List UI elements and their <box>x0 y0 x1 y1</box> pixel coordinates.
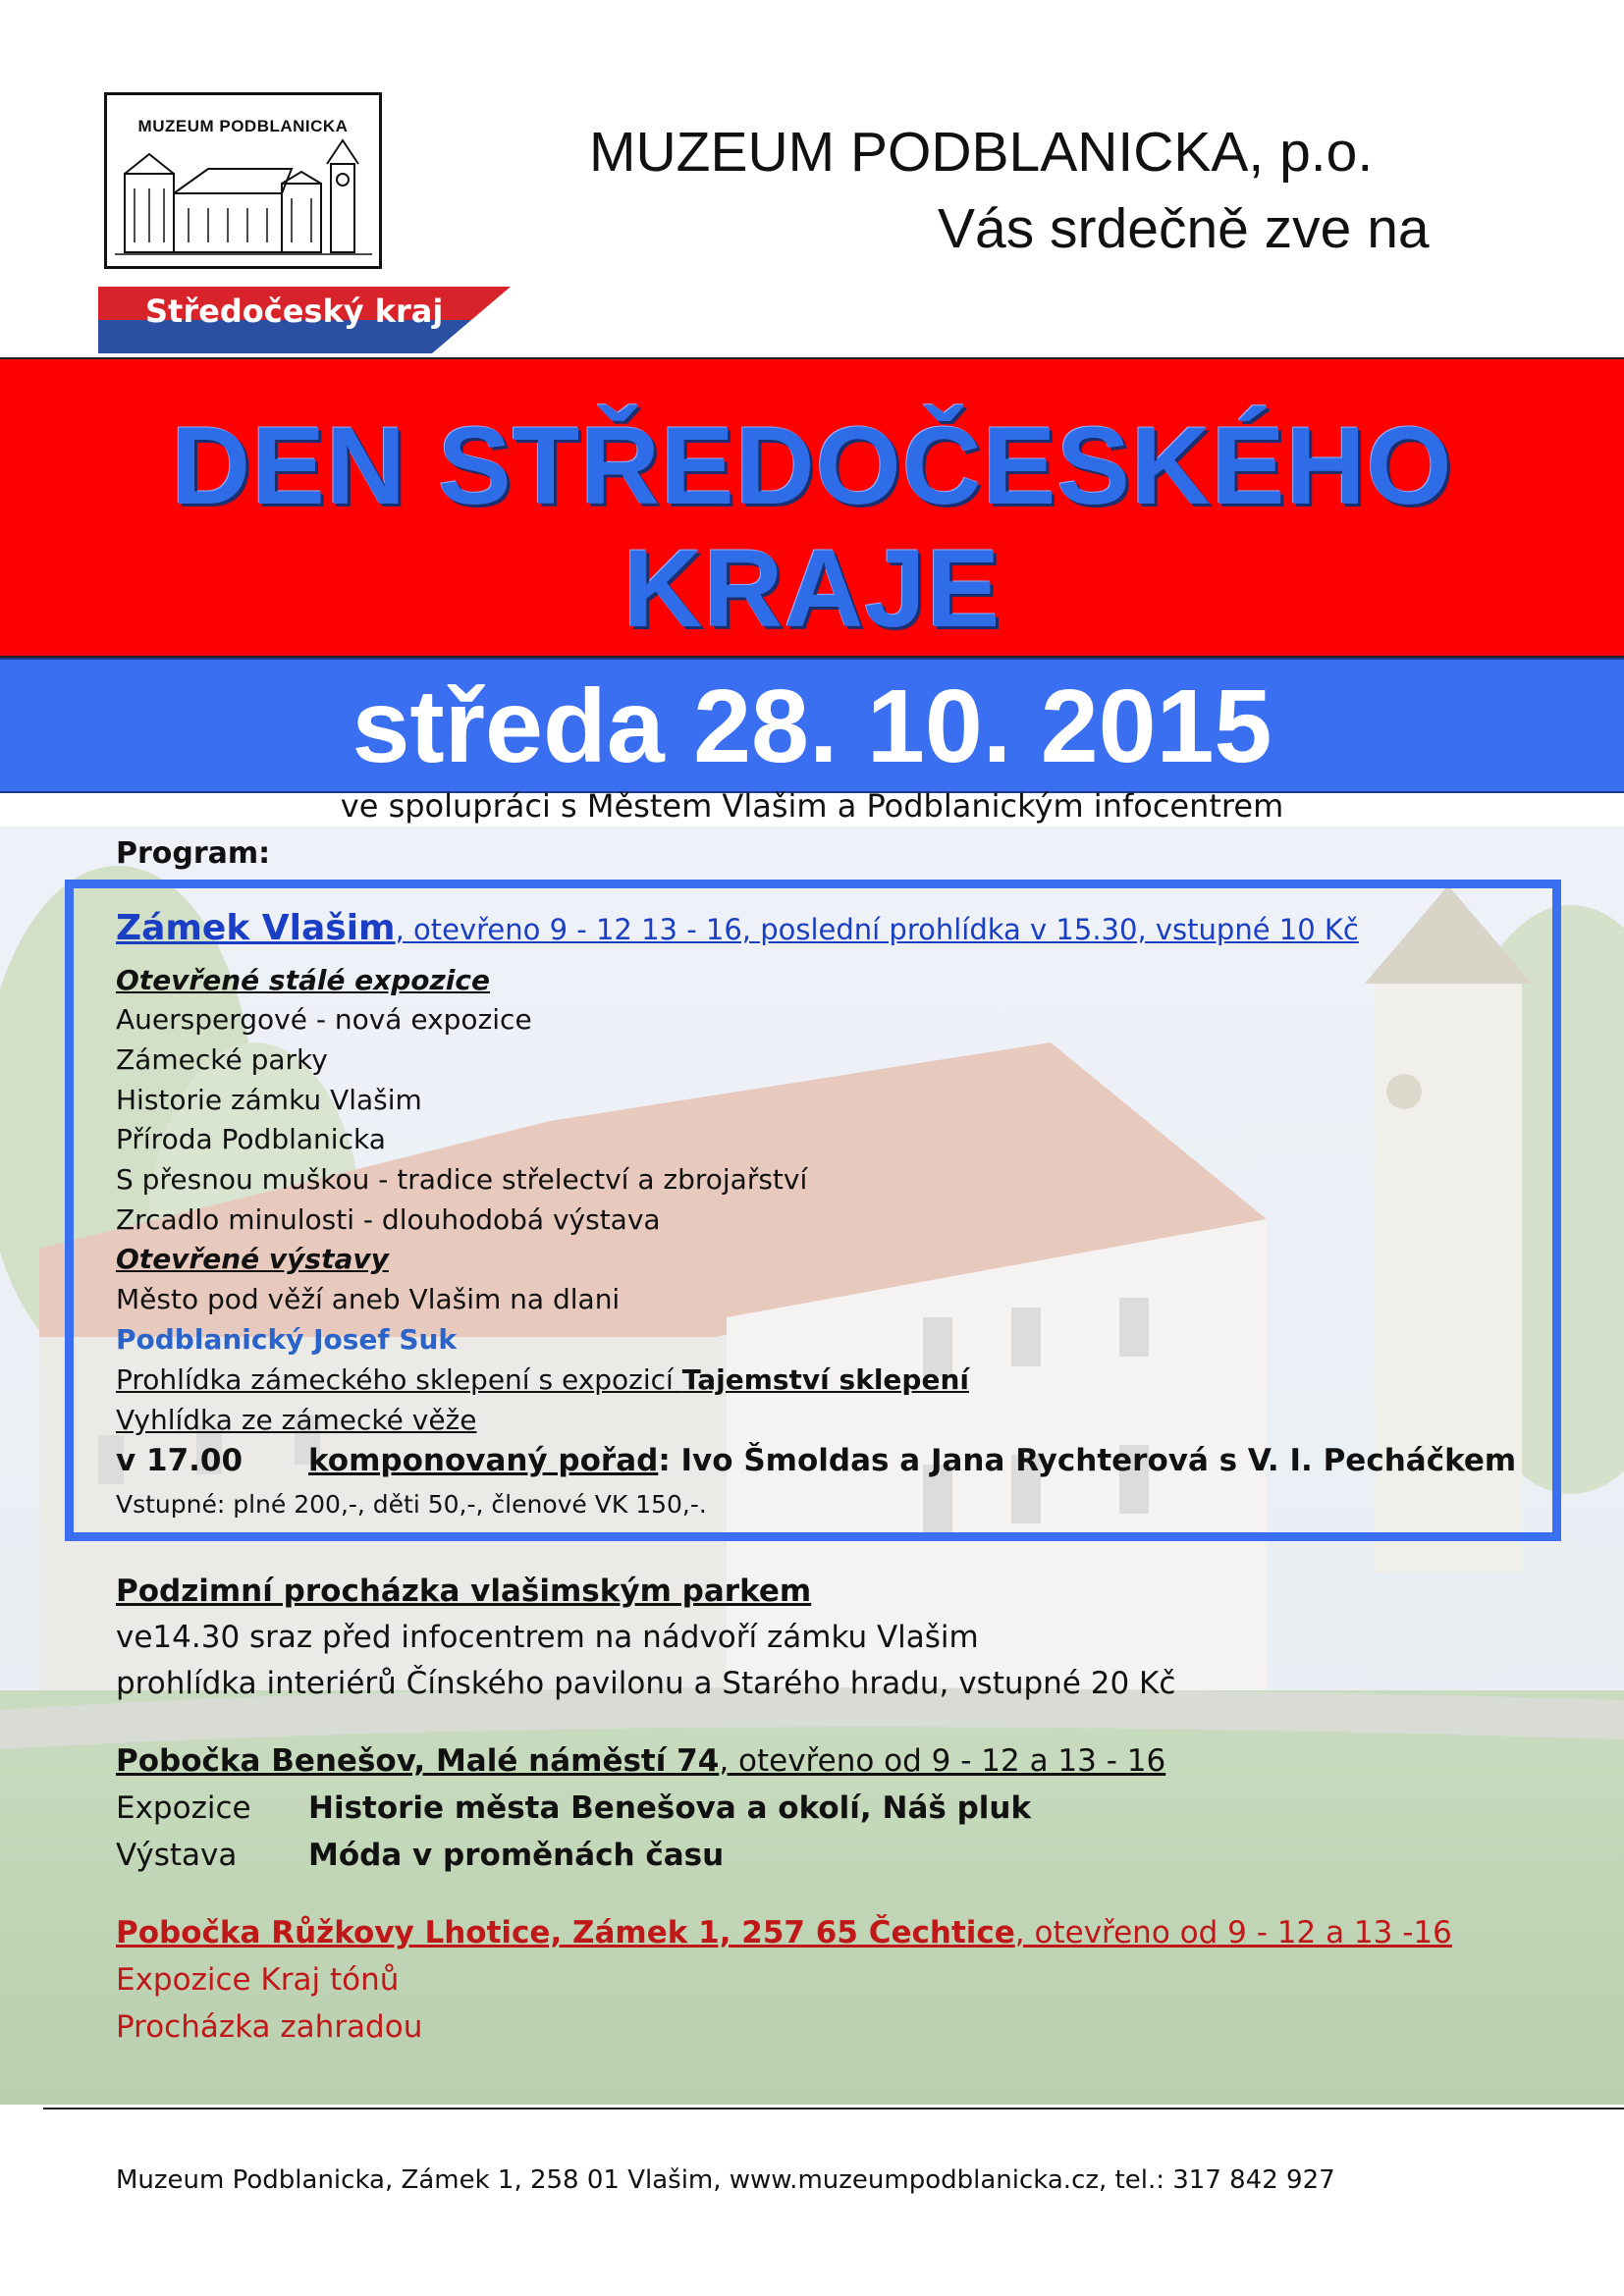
footer-contact: Muzeum Podblanicka, Zámek 1, 258 01 Vlašim, www.muzeumpodblanicka.cz, tel.: 317 842 927 <box>116 2165 1335 2195</box>
park-walk-heading: Podzimní procházka vlašimským parkem <box>116 1574 812 1609</box>
benesov-hours: , otevřeno od 9 - 12 a 13 - 16 <box>719 1743 1166 1779</box>
castle-drawing <box>115 134 372 262</box>
permanent-exhibit-item: Příroda Podblanicka <box>116 1123 386 1155</box>
event-date: středa 28. 10. 2015 <box>352 668 1272 784</box>
benesov-row-label: Výstava <box>116 1838 238 1873</box>
lhotice-hours: , otevřeno od 9 - 12 a 13 -16 <box>1014 1915 1452 1950</box>
permanent-exhibit-item: Auerspergové - nová expozice <box>116 1003 532 1036</box>
evening-event <box>308 1443 1516 1478</box>
permanent-exhibit-item: Zrcadlo minulosti - dlouhodobá výstava <box>116 1203 661 1236</box>
lhotice-item: Procházka zahradou <box>116 2009 423 2045</box>
organization-name: MUZEUM PODBLANICKA, p.o. <box>589 121 1374 184</box>
program-label: Program: <box>116 836 271 871</box>
benesov-row-value: Móda v proměnách času <box>308 1838 725 1873</box>
permanent-exhibit-item: Historie zámku Vlašim <box>116 1084 422 1116</box>
evening-event-performers: : Ivo Šmoldas a Jana Rychterová s V. I. Pecháčkem <box>658 1443 1517 1478</box>
logo-text: MUZEUM PODBLANICKA <box>137 117 349 135</box>
castle-hours: , otevřeno 9 - 12 13 - 16, poslední prohlídka v 15.30, vstupné 10 Kč <box>395 913 1359 946</box>
evening-event-label: komponovaný pořad <box>308 1443 659 1478</box>
exhibition-item: Město pod věží aneb Vlašim na dlani <box>116 1283 621 1315</box>
exhibition-item-highlight: Podblanický Josef Suk <box>116 1323 458 1356</box>
museum-logo <box>104 92 382 269</box>
benesov-row-value: Historie města Benešova a okolí, Náš pluk <box>308 1790 1032 1826</box>
event-title-line-1: DEN STŘEDOČESKÉHO <box>171 404 1453 527</box>
permanent-exhibits-heading: Otevřené stálé expozice <box>116 964 490 996</box>
exhibitions-heading: Otevřené výstavy <box>116 1243 389 1275</box>
permanent-exhibit-item: Zámecké parky <box>116 1043 328 1076</box>
cellar-tour <box>116 1363 969 1396</box>
lhotice-heading <box>116 1915 1452 1950</box>
lhotice-item: Expozice Kraj tónů <box>116 1962 400 1998</box>
footer-divider <box>43 2108 1624 2109</box>
benesov-heading <box>116 1743 1165 1779</box>
benesov-row-label: Expozice <box>116 1790 251 1826</box>
park-walk-meeting: ve14.30 sraz před infocentrem na nádvoří zámku Vlašim <box>116 1620 979 1655</box>
tower-view: Vyhlídka ze zámecké věže <box>116 1404 477 1436</box>
cooperation-note: ve spolupráci s Městem Vlašim a Podblanickým infocentrem <box>340 787 1284 825</box>
permanent-exhibit-item: S přesnou muškou - tradice střelectví a zbrojařství <box>116 1163 808 1196</box>
evening-price: Vstupné: plné 200,-, děti 50,-, členové VK 150,-. <box>116 1490 707 1519</box>
region-badge-label: Středočeský kraj <box>145 293 444 330</box>
castle-name: Zámek Vlašim <box>116 908 396 948</box>
invitation-line: Vás srdečně zve na <box>938 197 1430 260</box>
event-title-line-2: KRAJE <box>623 527 1001 650</box>
park-walk-tour: prohlídka interiérů Čínského pavilonu a Starého hradu, vstupné 20 Kč <box>116 1666 1176 1701</box>
cellar-tour-text: Prohlídka zámeckého sklepení s expozicí <box>116 1363 682 1396</box>
benesov-address: Pobočka Benešov, Malé náměstí 74 <box>116 1743 720 1779</box>
castle-heading <box>116 908 1359 948</box>
cellar-tour-title: Tajemství sklepení <box>681 1363 969 1396</box>
lhotice-address: Pobočka Růžkovy Lhotice, Zámek 1, 257 65 Čechtice <box>116 1915 1015 1950</box>
evening-time: v 17.00 <box>116 1443 244 1478</box>
